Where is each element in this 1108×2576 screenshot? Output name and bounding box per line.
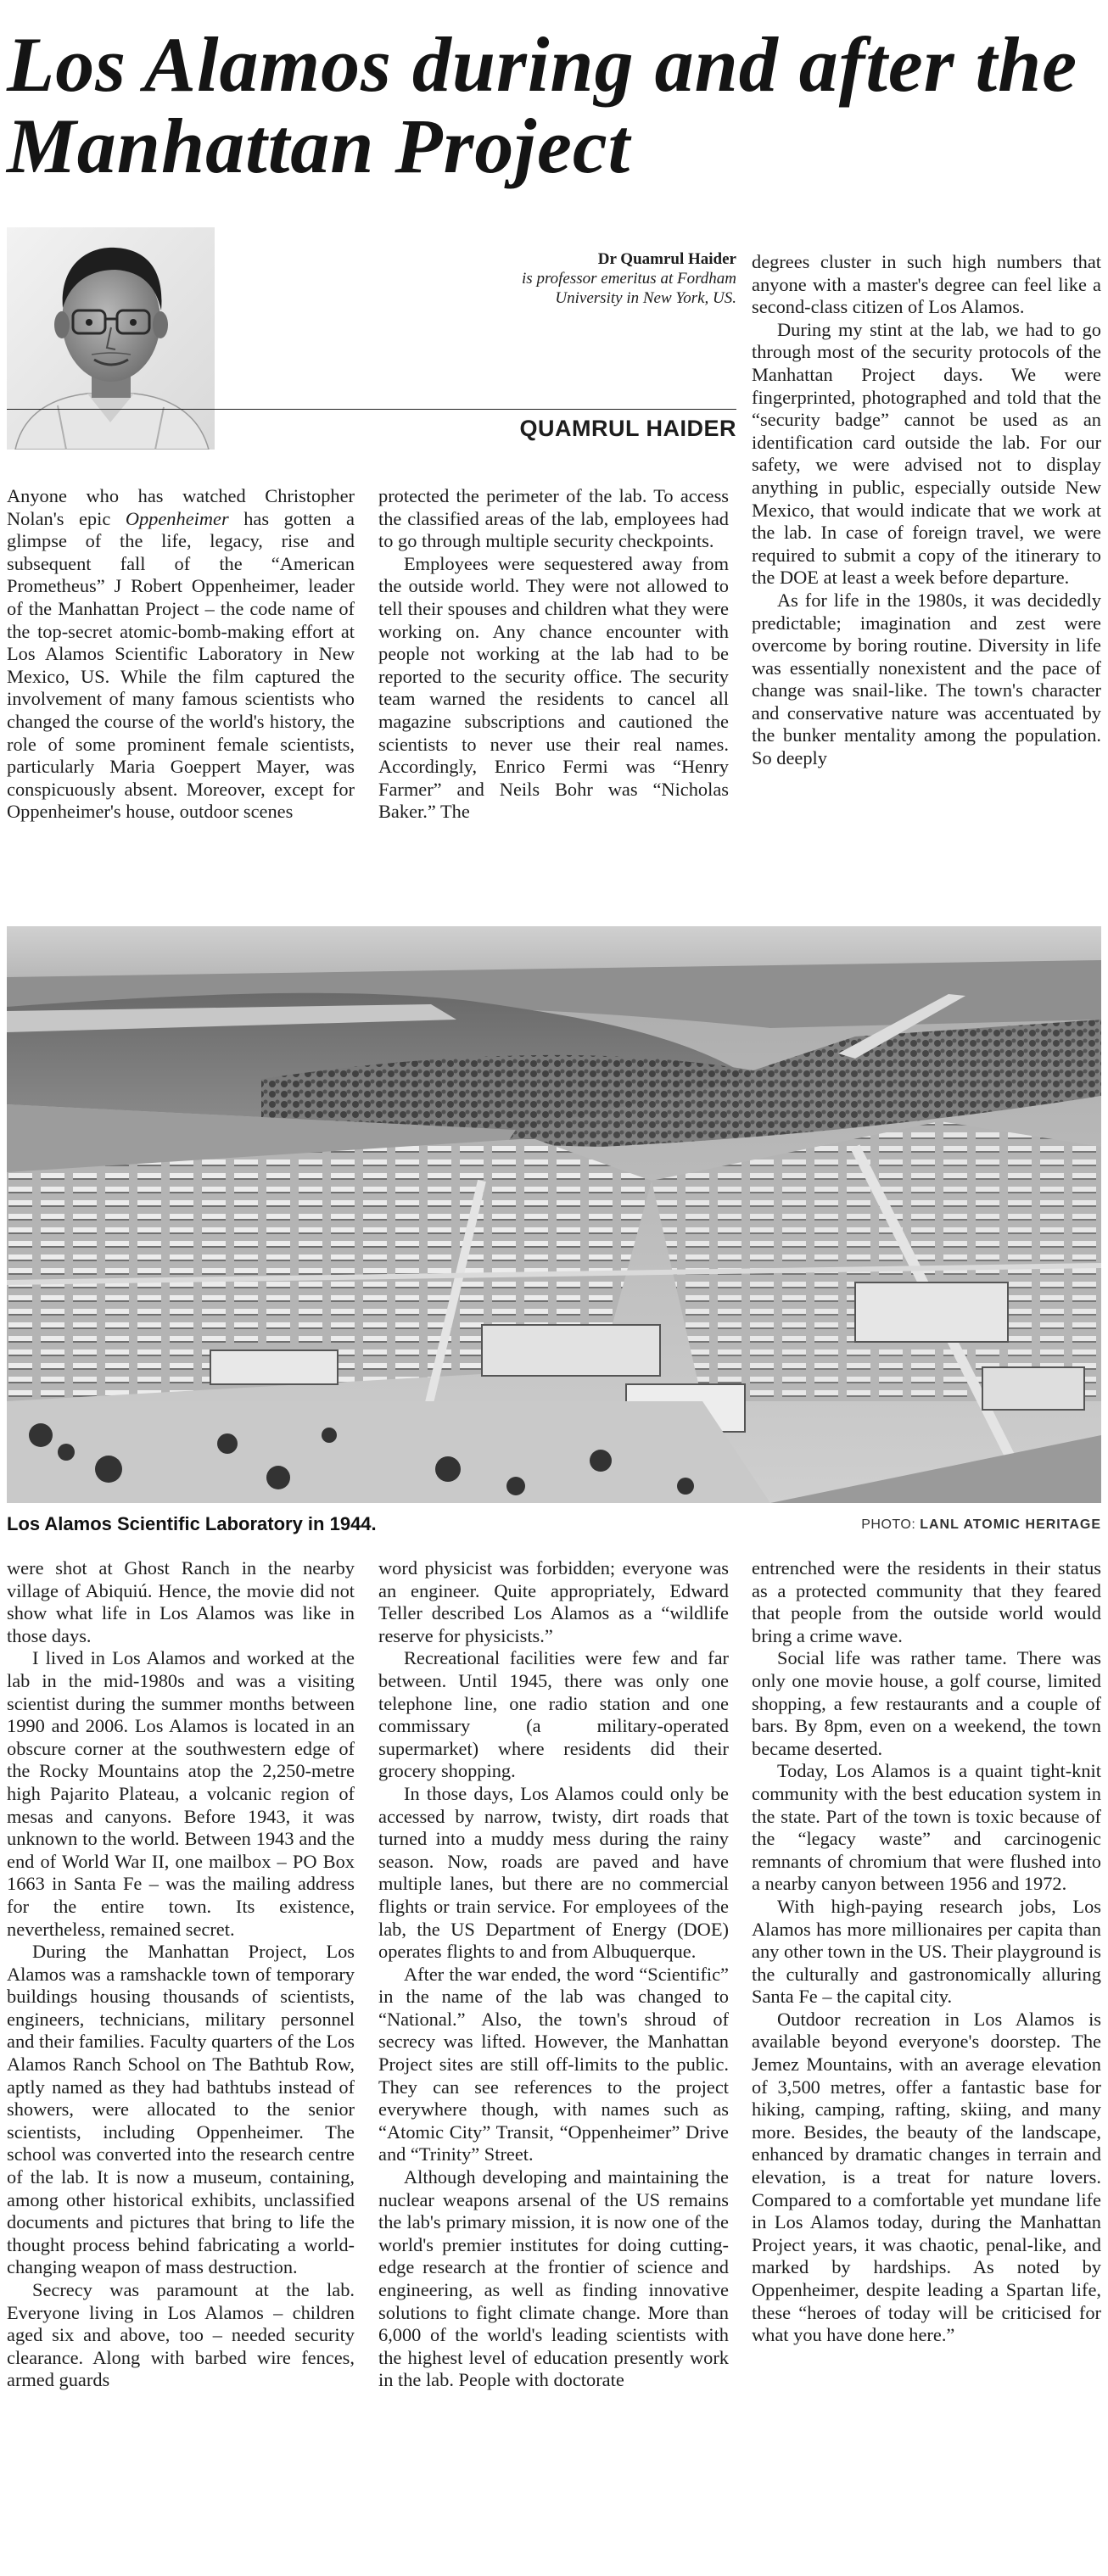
paragraph: In those days, Los Alamos could only be accessed by narrow, twisty, dirt roads that turned into a muddy mess during the rainy season. Now, roads are paved and have multiple lanes, but there are no commercial flights or train service. For employees of the lab, the US Department of Energy (DOE) operates flights to and from Albuquerque. (378, 1782, 729, 1963)
paragraph: Social life was rather tame. There was only one movie house, a golf course, limited shopping, a few restaurants and a couple of bars. By 8pm, even on a weekend, the town became deserted. (752, 1647, 1101, 1759)
intro-text-rest: has gotten a glimpse of the life, legacy, rise and subsequent fall of the “American Prometheus” J Robert Oppenheimer, leader of the Manhattan Project – the code name of the top-secret atomic-bomb-making effort at Los Alamos Scientific Laboratory in New Mexico, US. While the film captured the involvement of many famous scientists who changed the course of the world's history, the role of some prominent female scientists, particularly Maria Goeppert Mayer, was conspicuously absent. Moreover, except for Oppenheimer's house, outdoor scenes (7, 507, 355, 823)
author-description: is professor emeritus at Fordham University in New York, US. (522, 270, 736, 307)
paragraph: Although developing and maintaining the nuclear weapons arsenal of the US remains the lab's primary mission, it is now one of the world's premier institutes for doing cutting-edge research at the frontier of science and engineering, as well as finding innovative solutions to fight climate change. More than 6,000 of the world's leading scientists with the highest level of education presently work in the lab. People with doctorate (378, 2166, 729, 2391)
paragraph: Today, Los Alamos is a quaint tight-knit community with the best education system in the state. Part of the town is toxic because of the “legacy waste” and carcinogenic remnants of chromium that were flushed into a nearby canyon between 1956 and 1972. (752, 1760, 1101, 1895)
paragraph: Employees were sequestered away from the outside world. They were not allowed to tell their spouses and children what they were working on. Any chance encounter with people not working at the lab had to be reported to the security office. The security team warned the residents to cancel all magazine subscriptions and cautioned the scientists to never use their real names. Accordingly, Enrico Fermi was “Henry Farmer” and Neils Bohr was “Nicholas Baker.” The (378, 552, 729, 823)
paragraph: degrees cluster in such high numbers that anyone with a master's degree can feel like a second-class citizen of Los Alamos. (752, 251, 1101, 318)
bottom-column-2 (378, 1557, 729, 2392)
paragraph: protected the perimeter of the lab. To access the classified areas of the lab, employees had to go through multiple security checkpoints. (378, 485, 729, 552)
top-column-3 (752, 251, 1101, 770)
paragraph: entrenched were the residents in their status as a protected community that they feared that people from the outside world would bring a crime wave. (752, 1557, 1101, 1646)
paragraph: Secrecy was paramount at the lab. Everyone living in Los Alamos – children aged six and above, too – needed security clearance. Along with barbed wire fences, armed guards (7, 2279, 355, 2391)
paragraph: I lived in Los Alamos and worked at the lab in the mid-1980s and was a visiting scientist during the summer months between 1990 and 2006. Los Alamos is located in an obscure corner at the southwestern edge of the Rocky Mountains atop the 2,250-metre high Pajarito Plateau, a volcanic region of mesas and canyons. Before 1943, it was unknown to the world. Between 1943 and the end of World War II, one mailbox – PO Box 1663 in Santa Fe – was the mailing address for the entire town. Its existence, nevertheless, remained secret. (7, 1647, 355, 1940)
byline-block (7, 219, 736, 450)
paragraph: Outdoor recreation in Los Alamos is available beyond everyone's doorstep. The Jemez Mountains, with an average elevation of 3,500 metres, offer a fantastic base for hiking, camping, rafting, skiing, and many more. Besides, the beauty of the landscape, enhanced by dramatic changes in terrain and elevation, is a treat for nature lovers. Compared to a comfortable yet mundane life in Los Alamos today, during the Manhattan Project years, it was chaotic, penal-like, and marked by hardships. As noted by Oppenheimer, despite leading a Spartan life, these “heroes of today will be criticised for what you have done here.” (752, 2008, 1101, 2346)
paragraph: During the Manhattan Project, Los Alamos was a ramshackle town of temporary buildings housing thousands of scientists, engineers, technicians, military personnel and their families. Faculty quarters of the Los Alamos Ranch School on The Bathtub Row, aptly named as they had bathtubs instead of showers, were allocated to the senior scientists, including Oppenheimer. The school was converted into the research centre of the lab. It is now a museum, containing, among other historical exhibits, unclassified documents and pictures that bring to life the thought process behind fabricating a world-changing weapon of mass destruction. (7, 1941, 355, 2278)
paragraph: After the war ended, the word “Scientific” in the name of the lab was changed to “National.” Also, the town's shroud of secrecy was lifted. However, the Manhattan Project sites are still off-limits to the public. They can see references to the project everywhere though, with names such as “Atomic City” Transit, “Oppenheimer” Drive and “Trinity” Street. (378, 1963, 729, 2165)
byline-divider (7, 409, 736, 410)
photo-credit (861, 1517, 1101, 1533)
author-portrait (7, 227, 215, 450)
paragraph: word physicist was forbidden; everyone was an engineer. Quite appropriately, Edward Teller described Los Alamos as a “wildlife reserve for physicists.” (378, 1557, 729, 1646)
aerial-photo-los-alamos (7, 926, 1101, 1503)
author-name: Dr Quamrul Haider (597, 250, 736, 268)
film-title: Oppenheimer (125, 507, 229, 529)
bottom-column-1 (7, 1557, 355, 2392)
paragraph: With high-paying research jobs, Los Alamos has more millionaires per capita than any other town in the US. Their playground is the culturally and gastronomically alluring Santa Fe – the capital city. (752, 1895, 1101, 2008)
paragraph (7, 485, 355, 824)
photo-caption: Los Alamos Scientific Laboratory in 1944. (7, 1513, 377, 1534)
bottom-column-3 (752, 1557, 1101, 2347)
top-column-1 (7, 485, 355, 824)
paragraph: As for life in the 1980s, it was decidedly predictable; imagination and zest were overcome by boring routine. Diversity in life was essentially nonexistent and the pace of change was snail-like. The town's character and conservative nature was accentuated by the bunker mentality among the population. So deeply (752, 589, 1101, 769)
author-bio (516, 249, 736, 308)
photo-credit-label: PHOTO: (861, 1517, 916, 1532)
article-headline: Los Alamos during and after the Manhattan Project (7, 21, 1078, 189)
intro-text-lead: Anyone who has watched Christopher Nolan's epic (7, 485, 355, 529)
top-column-2 (378, 485, 729, 824)
photo-credit-source: LANL ATOMIC HERITAGE (920, 1517, 1101, 1532)
paragraph: During my stint at the lab, we had to go through most of the security protocols of the Manhattan Project days. We were fingerprinted, photographed and told that the “security badge” cannot be used as an identification card outside the lab. For our safety, we were advised not to display anything in public, especially outside New Mexico, that would indicate that we work at the lab. In case of foreign travel, we were required to submit a copy of the itinerary to the DOE at least a week before departure. (752, 318, 1101, 589)
paragraph: Recreational facilities were few and far between. Until 1945, there was only one telephone line, one radio station and one commissary (a military-operated supermarket) where residents did their grocery shopping. (378, 1647, 729, 1782)
byline-name: QUAMRUL HAIDER (519, 416, 736, 441)
paragraph: were shot at Ghost Ranch in the nearby village of Abiquiú. Hence, the movie did not show what life in Los Alamos was like in those days. (7, 1557, 355, 1646)
